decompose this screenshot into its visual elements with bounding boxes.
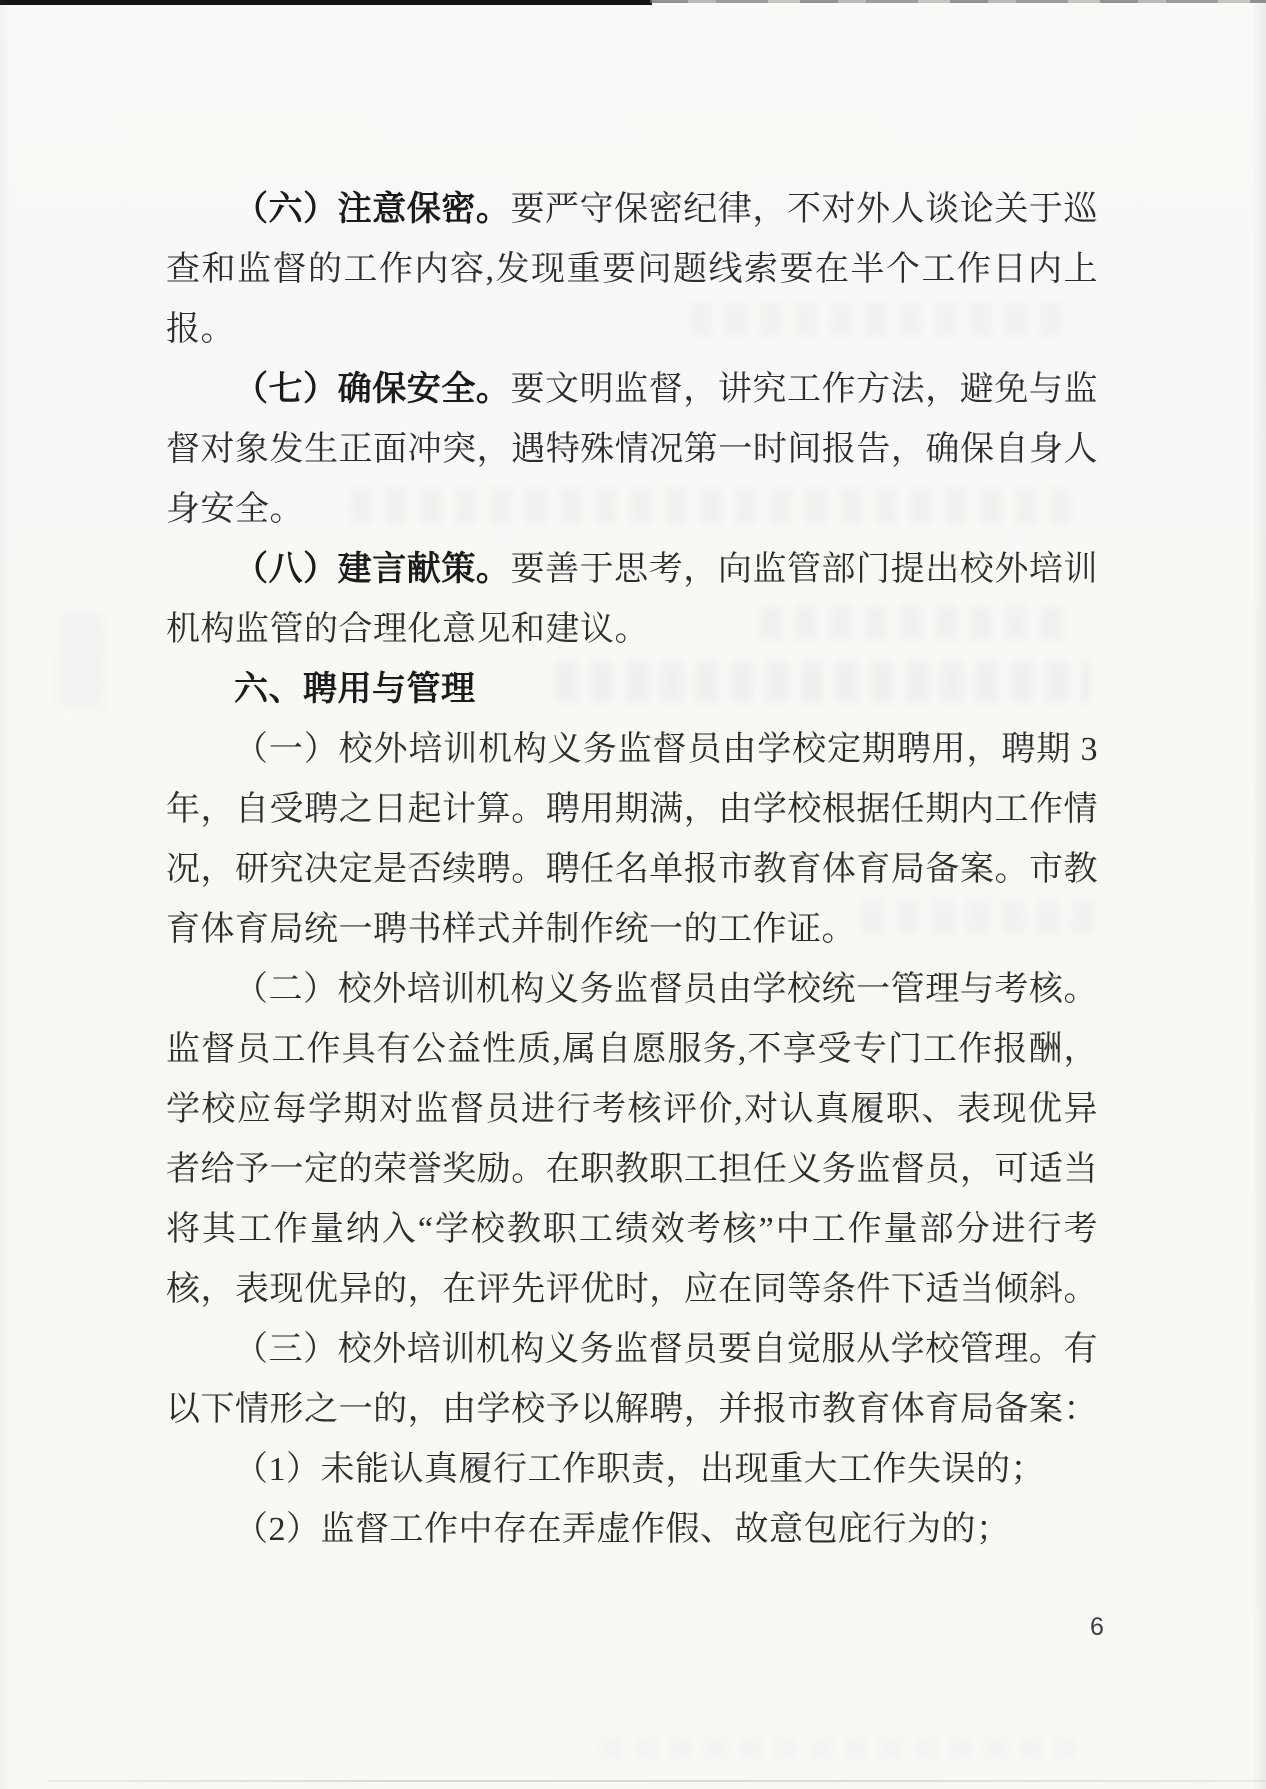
text-segment: 育体育局统一聘书样式并制作统一的工作证。 [166,911,856,948]
text-line [166,1200,1098,1260]
document-body [166,180,1098,1560]
text-segment: 查和监督的工作内容,发现重要问题线索要在半个工作日内上 [166,251,1098,288]
page-edge-shading-right [1252,0,1266,1789]
text-segment: 督对象发生正面冲突，遇特殊情况第一时间报告，确保自身人 [166,431,1098,468]
emphasis-segment: 六、聘用与管理 [234,671,476,708]
text-segment: （三）校外培训机构义务监督员要自觉服从学校管理。有 [234,1331,1098,1368]
text-line [166,1440,1098,1500]
text-segment: 要善于思考，向监管部门提出校外培训 [510,551,1098,588]
text-line [166,540,1098,600]
text-line [166,780,1098,840]
text-line [166,480,1098,540]
text-line [166,840,1098,900]
text-segment: 要文明监督，讲究工作方法，避免与监 [510,371,1098,408]
text-line [166,720,1098,780]
text-line [166,1080,1098,1140]
text-line [166,600,1098,660]
text-segment: 报。 [166,311,235,348]
text-line [166,1140,1098,1200]
text-segment: （一）校外培训机构义务监督员由学校定期聘用，聘期 3 [234,731,1098,768]
text-segment: 身安全。 [166,491,304,528]
text-segment: （2）监督工作中存在弄虚作假、故意包庇行为的； [234,1511,1011,1548]
bleed-through-ghost-smudge [58,612,104,708]
section-heading [166,660,1098,720]
text-line [166,180,1098,240]
text-line [166,1320,1098,1380]
text-segment: 以下情形之一的，由学校予以解聘，并报市教育体育局备案： [166,1391,1098,1428]
text-segment: （二）校外培训机构义务监督员由学校统一管理与考核。 [234,971,1098,1008]
text-segment: 况，研究决定是否续聘。聘任名单报市教育体育局备案。市教 [166,851,1098,888]
page-edge-shading-left [0,0,10,1789]
text-segment: 核，表现优异的，在评先评优时，应在同等条件下适当倾斜。 [166,1271,1098,1308]
emphasis-segment: （八）建言献策。 [234,551,511,588]
scan-edge-artifact-top-right [650,0,1266,3]
text-line [166,1260,1098,1320]
bleed-through-ghost-text [600,1737,1080,1759]
text-segment: 机构监管的合理化意见和建议。 [166,611,649,648]
text-line [166,300,1098,360]
text-line [166,1380,1098,1440]
scan-edge-artifact-top-left [0,0,652,5]
emphasis-segment: （六）注意保密。 [234,191,511,228]
text-segment: 要严守保密纪律，不对外人谈论关于巡 [510,191,1098,228]
text-segment: 年，自受聘之日起计算。聘用期满，由学校根据任期内工作情 [166,791,1098,828]
text-segment: 者给予一定的荣誉奖励。在职教职工担任义务监督员，可适当 [166,1151,1098,1188]
text-line [166,900,1098,960]
text-line [166,420,1098,480]
text-line [166,360,1098,420]
emphasis-segment: （七）确保安全。 [234,371,511,408]
text-line [166,240,1098,300]
text-segment: 监督员工作具有公益性质,属自愿服务,不享受专门工作报酬， [166,1031,1098,1068]
text-segment: （1）未能认真履行工作职责，出现重大工作失误的； [234,1451,1045,1488]
scan-edge-artifact-bottom [48,1780,1266,1782]
text-segment: 学校应每学期对监督员进行考核评价,对认真履职、表现优异 [166,1091,1098,1128]
text-line [166,1500,1098,1560]
text-line [166,1020,1098,1080]
text-line [166,960,1098,1020]
page-number: 6 [1090,1613,1104,1641]
text-segment: 将其工作量纳入“学校教职工绩效考核”中工作量部分进行考 [166,1211,1098,1248]
